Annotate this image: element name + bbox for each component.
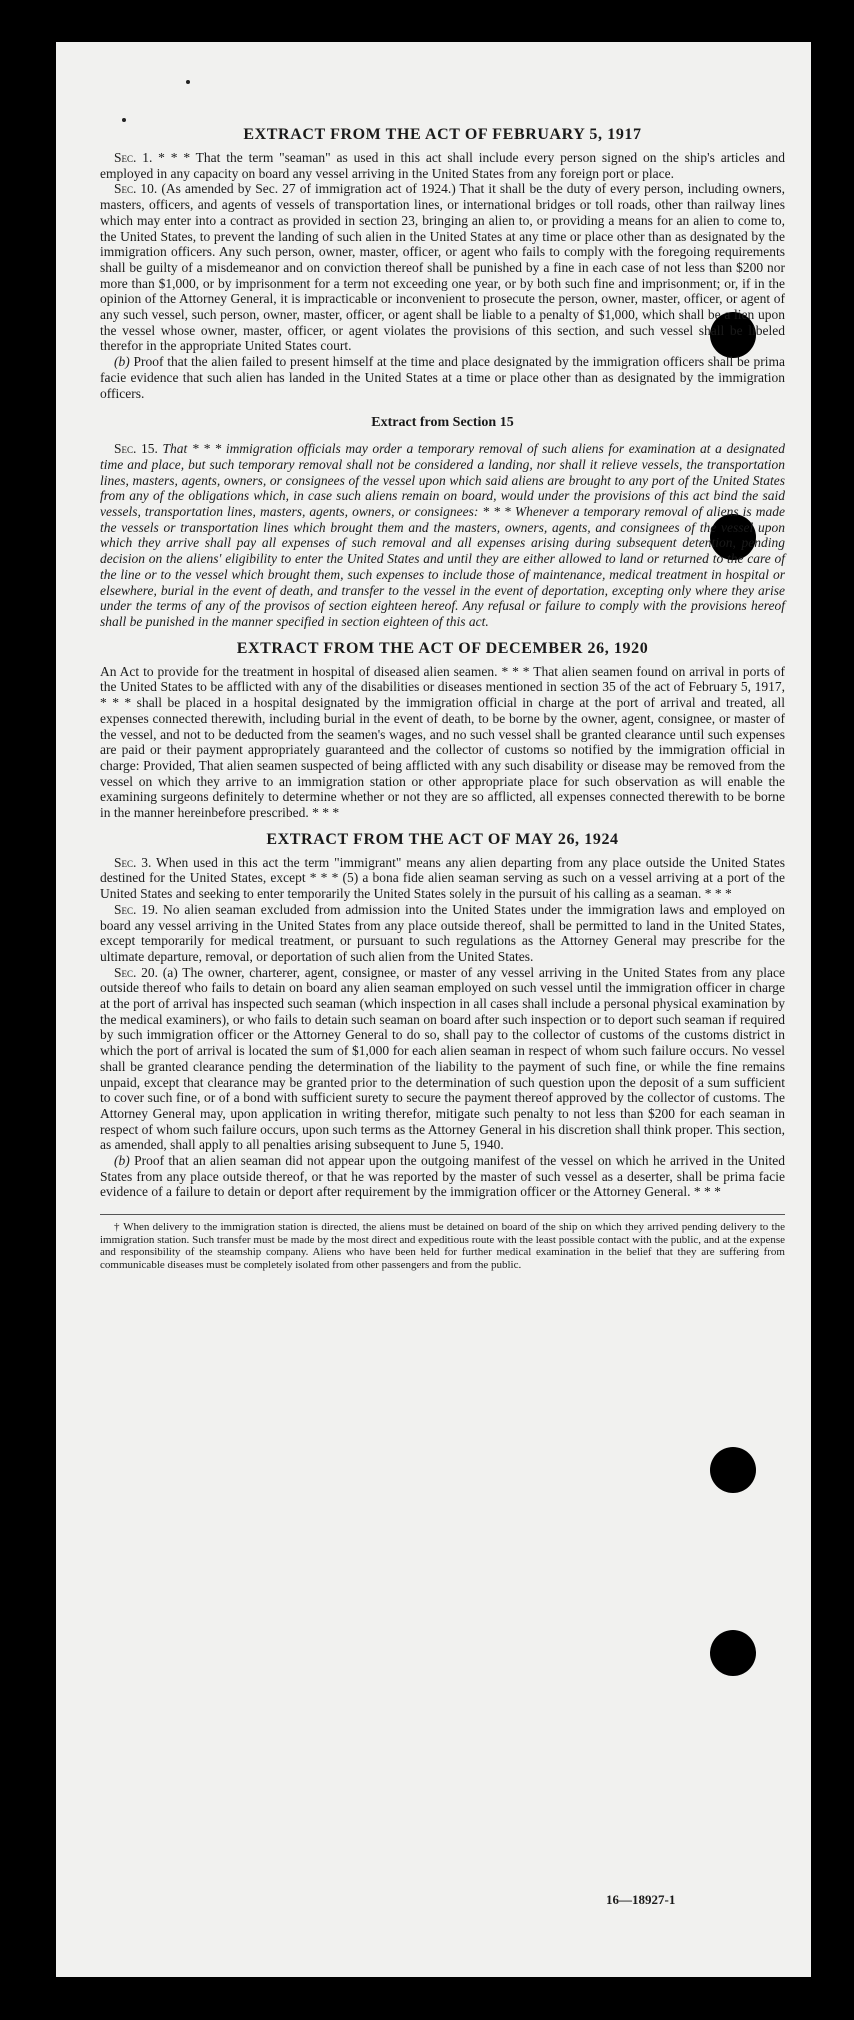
paragraph <box>100 965 785 1153</box>
document-page <box>56 42 811 1977</box>
section-lead: Sec. 10. <box>114 181 158 197</box>
paragraph <box>100 354 785 401</box>
paragraph <box>100 1153 785 1200</box>
paragraph <box>100 664 785 821</box>
section-heading: EXTRACT FROM THE ACT OF DECEMBER 26, 1920 <box>236 639 649 657</box>
form-number: 16—18927-1 <box>606 1892 676 1907</box>
punch-hole <box>710 1630 756 1676</box>
paragraph <box>100 902 785 965</box>
footnote-text: † When delivery to the immigration station is directed, the aliens must be detained on board of the ship on which they arrived pending delivery to the immigration station. Such transfer must be made by the most direct and expeditious route with the least possible contact with the public, and at the expense and responsibility of the steamship company. Aliens who have been held for further medical examination in the belief that they are suffering from communicable diseases must be completely isolated from other passengers and from the public. <box>100 1221 785 1271</box>
section-heading: EXTRACT FROM THE ACT OF FEBRUARY 5, 1917 <box>243 126 642 143</box>
paragraph-text: (As amended by Sec. 27 of immigration act of 1924.) That it shall be the duty of every person, including owners, masters, officers, and agents of vessels of transportation lines, or international bridges or toll roads, other than railway lines which may enter into a contract as provided in section 23, bringing an alien to, or providing a means for an alien to come to, the United States, to prevent the landing of such alien in the United States at any time or place other than as designated by the immigration officers. Any such person, owner, master, officer, or agent who fails to comply with the foregoing requirements shall be guilty of a misdemeanor and on conviction thereof shall be punished by a fine in each case of not less than $200 nor more than $1,000, or by imprisonment for a term not exceeding one year, or by both such fine and imprisonment; or, if in the opinion of the Attorney General, it is impracticable or inconvenient to prosecute the person, owner, master, officer, or agent of any such vessel, such person, owner, master, officer, or agent shall be liable to a penalty of $1,000, which shall be a lien upon the vessel whose owner, master, officer, or agent violates the provisions of this section, and such vessel shall be libeled therefor in the appropriate United States court. <box>100 181 785 354</box>
section-lead: (b) <box>114 1153 130 1169</box>
paragraph-text: (a) The owner, charterer, agent, consignee, or master of any vessel arriving in the United States from any place outside thereof who fails to detain on board any alien seaman employed on such vessel until the immigration officer in charge at the port of arrival has inspected such seaman (which inspection in all cases shall include a personal physical examination by the medical examiners), or who fails to detain such seaman on board after such inspection or to deport such seaman if required by such immigration officer or the Attorney General to do so, shall pay to the collector of customs of the customs district in which the port of arrival is located the sum of $1,000 for each alien seaman in respect of whom such failure occurs. No vessel shall be granted clearance pending the determination of the liability to the payment of such fine, or while the fine remains unpaid, except that clearance may be granted prior to the determination of such question upon the deposit of a sum sufficient to cover such fine, or of a bond with sufficient surety to secure the payment thereof approved by the collector of customs. The Attorney General may, upon application in writing therefor, mitigate such penalty to not less than $200 for each seaman in respect of whom such failure occurs, upon such terms as the Attorney General in his discretion shall think proper. This section, as amended, shall apply to all penalties arising subsequent to June 5, 1940. <box>100 964 785 1153</box>
section-lead: Sec. 1. <box>114 150 153 165</box>
paragraph-text: * * * That the term "seaman" as used in this act shall include every person signed on the ship's articles and employed in any capacity on board any vessel arriving in the United States from any foreign port or place. <box>100 150 785 181</box>
section-lead: Sec. 3. <box>114 854 152 870</box>
section-heading: Extract from Section 15 <box>371 415 514 431</box>
punch-hole <box>710 1447 756 1493</box>
section-lead: (b) <box>114 354 130 370</box>
document-body <box>100 126 785 1271</box>
scan-speck <box>186 80 190 84</box>
section-act-1917 <box>100 126 785 401</box>
paragraph-text: Proof that the alien failed to present himself at the time and place designated by the immigration officers shall be prima facie evidence that such alien has landed in the United States at a time or place other than as designated by the immigration officers. <box>100 354 785 401</box>
paragraph <box>100 441 785 629</box>
section-lead: Sec. 20. <box>114 964 158 980</box>
section-lead: Sec. 19. <box>114 901 159 917</box>
paragraph <box>100 181 785 354</box>
section-act-1924 <box>100 831 785 1200</box>
paragraph <box>100 150 785 181</box>
footnote <box>100 1214 785 1271</box>
section-act-1920 <box>100 640 785 821</box>
paragraph <box>100 855 785 902</box>
section-section-15 <box>100 415 785 629</box>
section-heading: EXTRACT FROM THE ACT OF MAY 26, 1924 <box>266 830 619 848</box>
paragraph-text: Proof that an alien seaman did not appear upon the outgoing manifest of the vessel on which he arrived in the United States from any place outside thereof, or that he was reported by the master of such vessel as a deserter, shall be prima facie evidence of a failure to detain or deport after requirement by the immigration officer or the Attorney General. * * * <box>100 1153 785 1200</box>
paragraph-text: When used in this act the term "immigrant" means any alien departing from any place outside the United States destined for the United States, except * * * (5) a bona fide alien seaman serving as such on a vessel arriving at a port of the United States and seeking to enter temporarily the United States solely in the pursuit of his calling as a seaman. * * * <box>100 854 785 902</box>
section-lead: Sec. 15. <box>114 441 158 457</box>
paragraph-text: That * * * immigration officials may order a temporary removal of such aliens for examination at a designated time and place, but such temporary removal shall not be considered a landing, nor shall it relieve vessels, the transportation lines, masters, agents, owners, or consignees of the vessel upon which said aliens are brought to any port of the United States from any of the obligations which, in case such aliens remain on board, would under the provisions of this act bind the said vessels, transportation lines, masters, agents, owners, or consignees: * * * Whenever a temporary removal of aliens is made the vessels or transportation lines which brought them and the masters, owners, agents, and consignees of the vessel upon which they arrive shall pay all expenses of such removal and all expenses arising during subsequent detention, pending decision on the aliens' eligibility to enter the United States and until they are either allowed to land or returned to the care of the line or to the vessel which brought them, such expenses to include those of maintenance, medical treatment in hospital or elsewhere, burial in the event of death, and transfer to the vessel in the event of deportation, excepting only where they arise under the terms of any of the provisos of section eighteen hereof. Any refusal or failure to comply with the provisions hereof shall be punished in the manner specified in section eighteen of this act. <box>100 441 785 629</box>
paragraph-text: No alien seaman excluded from admission into the United States under the immigration laws and employed on board any vessel arriving in the United States from any place outside thereof, shall be permitted to land in the United States, except temporarily for medical treatment, or pursuant to such regulations as the Attorney General may prescribe for the ultimate departure, removal, or deportation of such alien from the United States. <box>100 901 785 964</box>
paragraph-text: An Act to provide for the treatment in hospital of diseased alien seamen. * * * That alien seamen found on arrival in ports of the United States to be afflicted with any of the disabilities or diseases mentioned in section 35 of the act of February 5, 1917, * * * shall be placed in a hospital designated by the immigration official in charge at the port of arrival and treated, all expenses connected therewith, including burial in the event of death, to be borne by the owner, agent, consignee, or master of the vessel, and not to be deducted from the seamen's wages, and no such vessel shall be granted clearance until such expenses are paid or their payment appropriately guaranteed and the collector of customs so notified by the immigration official in charge: Provided, That alien seamen suspected of being afflicted with any such disability or disease may be removed from the vessel on which they arrive to an immigration station or other appropriate place for such observation as will enable the examining surgeons definitely to determine whether or not they are so afflicted, all expenses connected therewith to be borne in the manner hereinbefore prescribed. * * * <box>100 663 785 821</box>
scan-speck <box>122 118 126 122</box>
